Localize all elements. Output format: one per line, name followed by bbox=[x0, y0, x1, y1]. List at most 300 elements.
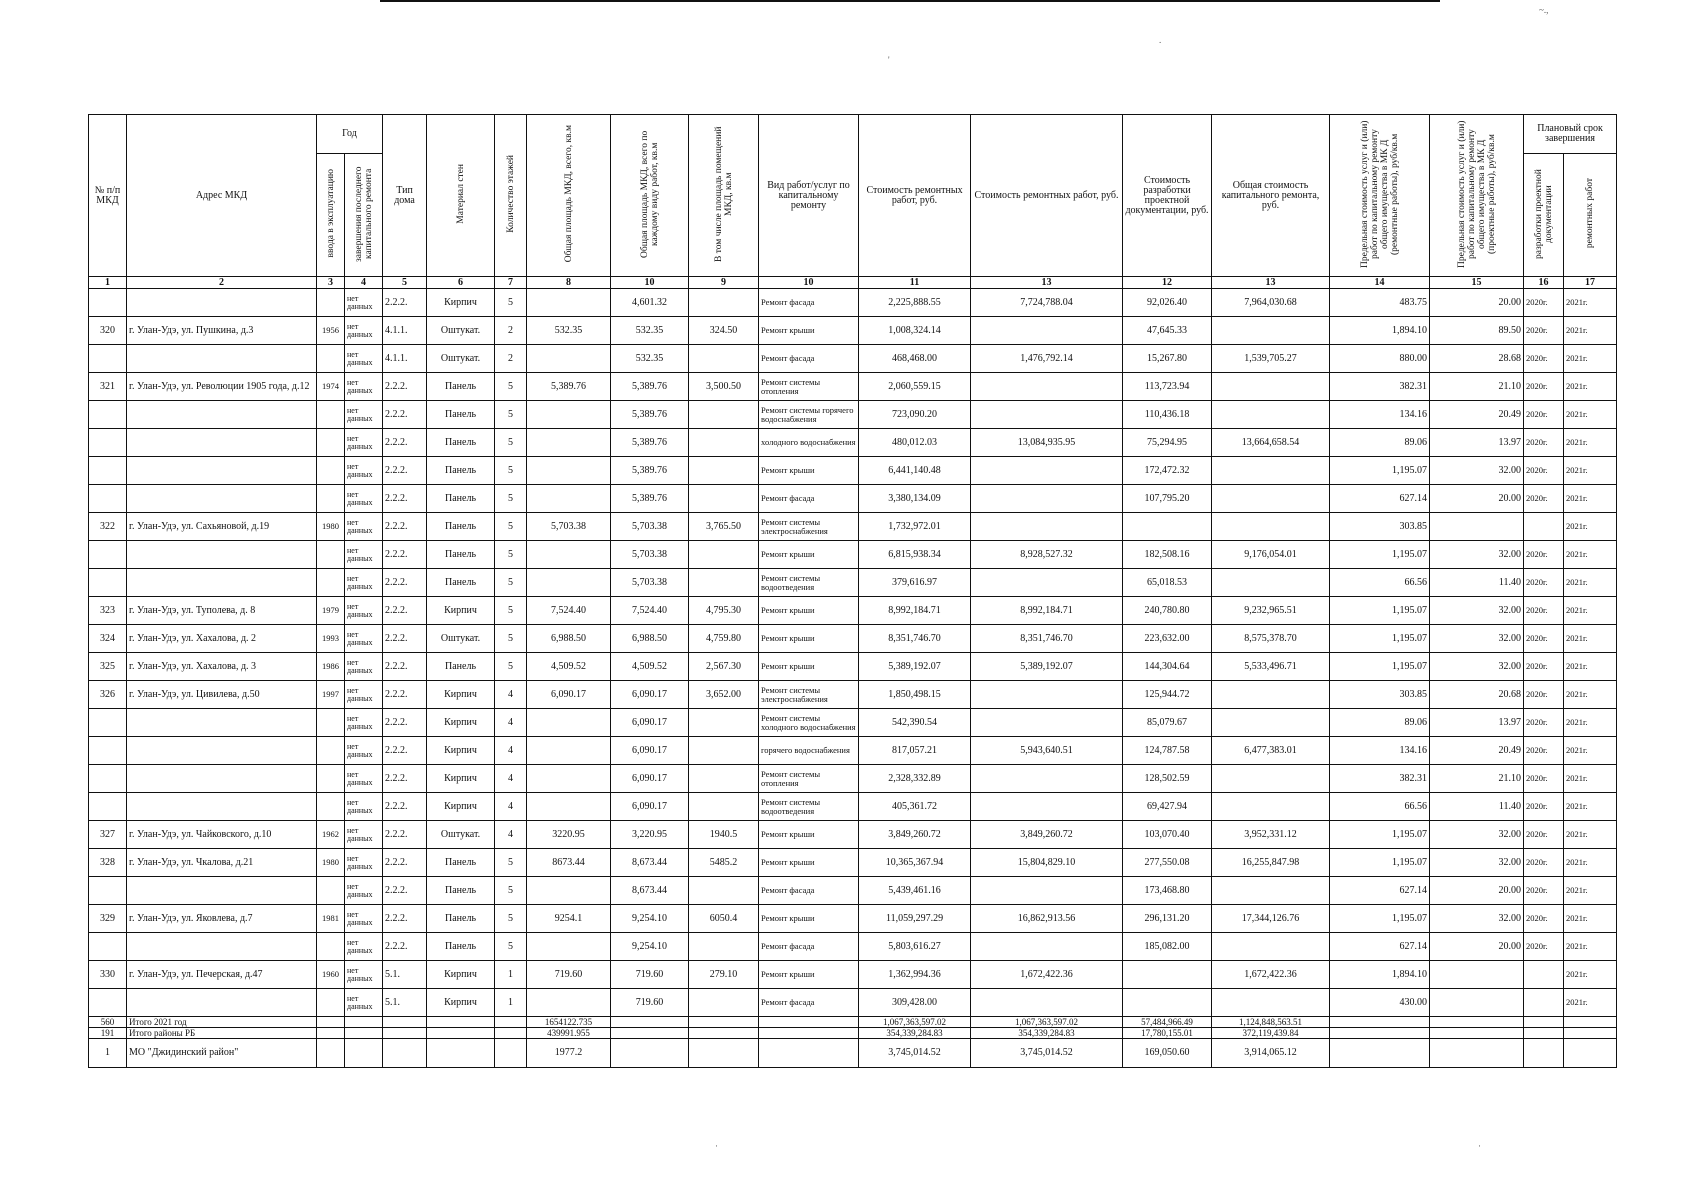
wall-material-cell: Кирпич bbox=[427, 737, 495, 765]
work-type-cell: Ремонт системы горячего водоснабжения bbox=[759, 401, 859, 429]
cost-repair-total-cell bbox=[971, 569, 1123, 597]
deadline-design-cell: 2020г. bbox=[1524, 345, 1564, 373]
year-built-cell: 1993 bbox=[317, 625, 345, 653]
cost-design-cell: 69,427.94 bbox=[1123, 793, 1212, 821]
cost-repair-total-cell bbox=[971, 373, 1123, 401]
year-built-cell bbox=[317, 429, 345, 457]
wall-material-cell: Панель bbox=[427, 457, 495, 485]
column-number: 9 bbox=[689, 277, 759, 289]
area-work-cell: 5,389.76 bbox=[611, 429, 689, 457]
year-repair-cell: нет данных bbox=[345, 513, 383, 541]
header-limit-design: Предельная стоимость услуг и (или) работ по капитальному ремонту общего имущества в МК Д (проектные работы), руб/кв.м bbox=[1430, 115, 1524, 277]
column-number: 15 bbox=[1430, 277, 1524, 289]
area-work-cell: 719.60 bbox=[611, 989, 689, 1017]
area-work-cell: 719.60 bbox=[611, 961, 689, 989]
summary-total-cell: 3,914,065.12 bbox=[1212, 1039, 1330, 1068]
floors-cell: 4 bbox=[495, 681, 527, 709]
deadline-design-cell: 2020г. bbox=[1524, 373, 1564, 401]
summary-row bbox=[89, 1039, 1617, 1068]
year-repair-cell: нет данных bbox=[345, 345, 383, 373]
cost-total-cell: 7,964,030.68 bbox=[1212, 289, 1330, 317]
wall-material-cell: Кирпич bbox=[427, 597, 495, 625]
cost-repair-total-cell: 1,672,422.36 bbox=[971, 961, 1123, 989]
deadline-design-cell bbox=[1524, 513, 1564, 541]
limit-design-cell: 20.49 bbox=[1430, 737, 1524, 765]
year-repair-cell: нет данных bbox=[345, 289, 383, 317]
empty-cell bbox=[495, 1028, 527, 1039]
limit-repair-cell: 1,195.07 bbox=[1330, 653, 1430, 681]
num-cell: 330 bbox=[89, 961, 127, 989]
deadline-repair-cell: 2021г. bbox=[1564, 681, 1617, 709]
limit-repair-cell: 89.06 bbox=[1330, 429, 1430, 457]
area-work-cell: 5,389.76 bbox=[611, 457, 689, 485]
address-cell bbox=[127, 401, 317, 429]
cost-design-cell: 173,468.80 bbox=[1123, 877, 1212, 905]
wall-material-cell: Кирпич bbox=[427, 989, 495, 1017]
table-row bbox=[89, 821, 1617, 849]
area-premises-cell bbox=[689, 877, 759, 905]
year-repair-cell: нет данных bbox=[345, 429, 383, 457]
work-type-cell: Ремонт системы водоотведения bbox=[759, 569, 859, 597]
year-repair-cell: нет данных bbox=[345, 933, 383, 961]
house-type-cell: 5.1. bbox=[383, 961, 427, 989]
column-number: 11 bbox=[859, 277, 971, 289]
year-repair-cell: нет данных bbox=[345, 709, 383, 737]
summary-total-cell: 1,124,848,563.51 bbox=[1212, 1017, 1330, 1028]
num-cell: 328 bbox=[89, 849, 127, 877]
area-work-cell: 4,509.52 bbox=[611, 653, 689, 681]
year-repair-cell: нет данных bbox=[345, 653, 383, 681]
table-row bbox=[89, 289, 1617, 317]
deadline-repair-cell: 2021г. bbox=[1564, 625, 1617, 653]
cost-repair-cell: 1,732,972.01 bbox=[859, 513, 971, 541]
year-built-cell bbox=[317, 933, 345, 961]
header-cost-design: Стоимость разработки проектной документации, руб. bbox=[1123, 115, 1212, 277]
deadline-design-cell: 2020г. bbox=[1524, 933, 1564, 961]
floors-cell: 5 bbox=[495, 849, 527, 877]
header-limit-repair: Предельная стоимость услуг и (или) работ по капитальному ремонту общего имущества в МК Д (ремонтные работы), руб/кв.м bbox=[1330, 115, 1430, 277]
area-premises-cell bbox=[689, 765, 759, 793]
num-cell bbox=[89, 289, 127, 317]
cost-total-cell bbox=[1212, 793, 1330, 821]
house-type-cell: 4.1.1. bbox=[383, 317, 427, 345]
floors-cell: 5 bbox=[495, 373, 527, 401]
area-work-cell: 5,703.38 bbox=[611, 569, 689, 597]
year-built-cell: 1956 bbox=[317, 317, 345, 345]
wall-material-cell: Панель bbox=[427, 653, 495, 681]
address-cell bbox=[127, 989, 317, 1017]
year-repair-cell: нет данных bbox=[345, 989, 383, 1017]
limit-repair-cell: 89.06 bbox=[1330, 709, 1430, 737]
cost-repair-total-cell bbox=[971, 457, 1123, 485]
column-number: 13 bbox=[971, 277, 1123, 289]
summary-at-cell: 1977.2 bbox=[527, 1039, 611, 1068]
area-total-cell bbox=[527, 877, 611, 905]
floors-cell: 5 bbox=[495, 597, 527, 625]
header-floors: Количество этажей bbox=[495, 115, 527, 277]
limit-repair-cell: 303.85 bbox=[1330, 513, 1430, 541]
area-work-cell: 532.35 bbox=[611, 345, 689, 373]
address-cell bbox=[127, 765, 317, 793]
table-row bbox=[89, 317, 1617, 345]
work-type-cell: Ремонт системы отопления bbox=[759, 765, 859, 793]
table-row bbox=[89, 653, 1617, 681]
num-cell bbox=[89, 401, 127, 429]
floors-cell: 5 bbox=[495, 653, 527, 681]
deadline-repair-cell: 2021г. bbox=[1564, 569, 1617, 597]
floors-cell: 5 bbox=[495, 905, 527, 933]
cost-design-cell: 185,082.00 bbox=[1123, 933, 1212, 961]
area-work-cell: 5,703.38 bbox=[611, 541, 689, 569]
work-type-cell: Ремонт крыши bbox=[759, 597, 859, 625]
limit-design-cell: 20.49 bbox=[1430, 401, 1524, 429]
deadline-repair-cell: 2021г. bbox=[1564, 961, 1617, 989]
cost-design-cell: 172,472.32 bbox=[1123, 457, 1212, 485]
limit-design-cell: 32.00 bbox=[1430, 849, 1524, 877]
work-type-cell: Ремонт крыши bbox=[759, 541, 859, 569]
limit-repair-cell: 1,894.10 bbox=[1330, 961, 1430, 989]
wall-material-cell: Панель bbox=[427, 569, 495, 597]
cost-total-cell bbox=[1212, 709, 1330, 737]
work-type-cell: Ремонт фасада bbox=[759, 485, 859, 513]
deadline-design-cell: 2020г. bbox=[1524, 401, 1564, 429]
summary-label-cell: Итого 2021 год bbox=[127, 1017, 317, 1028]
area-premises-cell bbox=[689, 485, 759, 513]
deadline-repair-cell: 2021г. bbox=[1564, 345, 1617, 373]
num-cell bbox=[89, 793, 127, 821]
cost-total-cell: 16,255,847.98 bbox=[1212, 849, 1330, 877]
cost-total-cell bbox=[1212, 485, 1330, 513]
limit-design-cell: 20.00 bbox=[1430, 877, 1524, 905]
limit-design-cell bbox=[1430, 961, 1524, 989]
cost-total-cell: 13,664,658.54 bbox=[1212, 429, 1330, 457]
deadline-repair-cell: 2021г. bbox=[1564, 429, 1617, 457]
address-cell bbox=[127, 345, 317, 373]
work-type-cell: Ремонт крыши bbox=[759, 653, 859, 681]
cost-repair-total-cell: 16,862,913.56 bbox=[971, 905, 1123, 933]
deadline-repair-cell: 2021г. bbox=[1564, 289, 1617, 317]
table-row bbox=[89, 709, 1617, 737]
work-type-cell: Ремонт системы отопления bbox=[759, 373, 859, 401]
cost-total-cell: 17,344,126.76 bbox=[1212, 905, 1330, 933]
limit-design-cell: 89.50 bbox=[1430, 317, 1524, 345]
cost-repair-cell: 5,439,461.16 bbox=[859, 877, 971, 905]
year-repair-cell: нет данных bbox=[345, 905, 383, 933]
limit-repair-cell: 382.31 bbox=[1330, 765, 1430, 793]
cost-repair-total-cell bbox=[971, 765, 1123, 793]
year-repair-cell: нет данных bbox=[345, 765, 383, 793]
area-premises-cell: 4,759.80 bbox=[689, 625, 759, 653]
num-cell bbox=[89, 457, 127, 485]
deadline-design-cell: 2020г. bbox=[1524, 457, 1564, 485]
cost-total-cell: 5,533,496.71 bbox=[1212, 653, 1330, 681]
work-type-cell: Ремонт крыши bbox=[759, 849, 859, 877]
year-built-cell bbox=[317, 485, 345, 513]
scan-artifact: ~., bbox=[1539, 5, 1549, 15]
area-premises-cell bbox=[689, 345, 759, 373]
limit-repair-cell: 627.14 bbox=[1330, 485, 1430, 513]
limit-repair-cell: 627.14 bbox=[1330, 877, 1430, 905]
year-built-cell bbox=[317, 793, 345, 821]
area-premises-cell bbox=[689, 541, 759, 569]
cost-repair-total-cell bbox=[971, 681, 1123, 709]
empty-cell bbox=[611, 1039, 689, 1068]
header-cost-repair: Стоимость ремонтных работ, руб. bbox=[859, 115, 971, 277]
cost-repair-total-cell bbox=[971, 793, 1123, 821]
deadline-design-cell: 2020г. bbox=[1524, 709, 1564, 737]
year-built-cell: 1981 bbox=[317, 905, 345, 933]
area-total-cell bbox=[527, 989, 611, 1017]
deadline-design-cell bbox=[1524, 989, 1564, 1017]
work-type-cell: Ремонт крыши bbox=[759, 317, 859, 345]
num-cell bbox=[89, 709, 127, 737]
summary-at-cell: 1654122.735 bbox=[527, 1017, 611, 1028]
area-total-cell bbox=[527, 737, 611, 765]
address-cell bbox=[127, 541, 317, 569]
work-type-cell: Ремонт крыши bbox=[759, 821, 859, 849]
empty-cell bbox=[689, 1039, 759, 1068]
column-number: 8 bbox=[527, 277, 611, 289]
cost-repair-cell: 2,225,888.55 bbox=[859, 289, 971, 317]
house-type-cell: 2.2.2. bbox=[383, 541, 427, 569]
year-built-cell: 1979 bbox=[317, 597, 345, 625]
year-built-cell bbox=[317, 541, 345, 569]
summary-label-cell: Итого районы РБ bbox=[127, 1028, 317, 1039]
house-type-cell: 2.2.2. bbox=[383, 457, 427, 485]
area-premises-cell bbox=[689, 737, 759, 765]
limit-design-cell: 32.00 bbox=[1430, 457, 1524, 485]
wall-material-cell: Кирпич bbox=[427, 709, 495, 737]
address-cell bbox=[127, 709, 317, 737]
cost-design-cell: 124,787.58 bbox=[1123, 737, 1212, 765]
floors-cell: 4 bbox=[495, 765, 527, 793]
limit-repair-cell: 880.00 bbox=[1330, 345, 1430, 373]
area-work-cell: 4,601.32 bbox=[611, 289, 689, 317]
cost-total-cell: 8,575,378.70 bbox=[1212, 625, 1330, 653]
wall-material-cell: Оштукат. bbox=[427, 345, 495, 373]
cost-repair-total-cell bbox=[971, 401, 1123, 429]
num-cell: 326 bbox=[89, 681, 127, 709]
deadline-design-cell: 2020г. bbox=[1524, 289, 1564, 317]
limit-design-cell bbox=[1430, 513, 1524, 541]
wall-material-cell: Кирпич bbox=[427, 289, 495, 317]
year-repair-cell: нет данных bbox=[345, 625, 383, 653]
house-type-cell: 2.2.2. bbox=[383, 709, 427, 737]
address-cell: г. Улан-Удэ, ул. Цивилева, д.50 bbox=[127, 681, 317, 709]
cost-design-cell: 277,550.08 bbox=[1123, 849, 1212, 877]
floors-cell: 4 bbox=[495, 793, 527, 821]
area-work-cell: 6,090.17 bbox=[611, 737, 689, 765]
deadline-design-cell: 2020г. bbox=[1524, 877, 1564, 905]
empty-cell bbox=[1330, 1028, 1430, 1039]
year-built-cell bbox=[317, 569, 345, 597]
deadline-design-cell: 2020г. bbox=[1524, 681, 1564, 709]
address-cell: г. Улан-Удэ, ул. Революции 1905 года, д.12 bbox=[127, 373, 317, 401]
cost-repair-cell: 8,992,184.71 bbox=[859, 597, 971, 625]
table-row bbox=[89, 429, 1617, 457]
cost-repair-cell: 3,849,260.72 bbox=[859, 821, 971, 849]
cost-repair-cell: 468,468.00 bbox=[859, 345, 971, 373]
work-type-cell: Ремонт крыши bbox=[759, 905, 859, 933]
column-number: 6 bbox=[427, 277, 495, 289]
work-type-cell: Ремонт фасада bbox=[759, 345, 859, 373]
column-number: 14 bbox=[1330, 277, 1430, 289]
scan-top-line bbox=[380, 0, 1440, 2]
header-work-type: Вид работ/услуг по капитальному ремонту bbox=[759, 115, 859, 277]
address-cell bbox=[127, 289, 317, 317]
cost-repair-total-cell: 1,476,792.14 bbox=[971, 345, 1123, 373]
year-repair-cell: нет данных bbox=[345, 317, 383, 345]
limit-design-cell: 20.68 bbox=[1430, 681, 1524, 709]
limit-design-cell: 11.40 bbox=[1430, 793, 1524, 821]
wall-material-cell: Кирпич bbox=[427, 765, 495, 793]
empty-cell bbox=[1564, 1028, 1617, 1039]
cost-total-cell bbox=[1212, 457, 1330, 485]
wall-material-cell: Оштукат. bbox=[427, 625, 495, 653]
column-number: 1 bbox=[89, 277, 127, 289]
year-built-cell: 1986 bbox=[317, 653, 345, 681]
summary-des-cell: 169,050.60 bbox=[1123, 1039, 1212, 1068]
wall-material-cell: Оштукат. bbox=[427, 821, 495, 849]
empty-cell bbox=[1330, 1039, 1430, 1068]
cost-repair-cell: 309,428.00 bbox=[859, 989, 971, 1017]
area-total-cell: 5,703.38 bbox=[527, 513, 611, 541]
limit-design-cell: 21.10 bbox=[1430, 765, 1524, 793]
cost-total-cell bbox=[1212, 569, 1330, 597]
area-total-cell: 9254.1 bbox=[527, 905, 611, 933]
area-total-cell bbox=[527, 485, 611, 513]
house-type-cell: 2.2.2. bbox=[383, 569, 427, 597]
cost-repair-total-cell: 5,389,192.07 bbox=[971, 653, 1123, 681]
house-type-cell: 2.2.2. bbox=[383, 597, 427, 625]
address-cell: г. Улан-Удэ, ул. Яковлева, д.7 bbox=[127, 905, 317, 933]
empty-cell bbox=[427, 1028, 495, 1039]
summary-n-cell: 191 bbox=[89, 1028, 127, 1039]
summary-row bbox=[89, 1017, 1617, 1028]
area-total-cell bbox=[527, 569, 611, 597]
num-cell: 324 bbox=[89, 625, 127, 653]
deadline-design-cell: 2020г. bbox=[1524, 653, 1564, 681]
column-number: 13 bbox=[1212, 277, 1330, 289]
limit-repair-cell: 134.16 bbox=[1330, 737, 1430, 765]
address-cell bbox=[127, 933, 317, 961]
house-type-cell: 2.2.2. bbox=[383, 905, 427, 933]
limit-design-cell: 21.10 bbox=[1430, 373, 1524, 401]
empty-cell bbox=[495, 1039, 527, 1068]
year-built-cell bbox=[317, 877, 345, 905]
wall-material-cell: Панель bbox=[427, 541, 495, 569]
empty-cell bbox=[1524, 1039, 1564, 1068]
table-row bbox=[89, 905, 1617, 933]
deadline-design-cell: 2020г. bbox=[1524, 737, 1564, 765]
cost-total-cell bbox=[1212, 877, 1330, 905]
year-repair-cell: нет данных bbox=[345, 793, 383, 821]
cost-total-cell: 1,539,705.27 bbox=[1212, 345, 1330, 373]
deadline-design-cell: 2020г. bbox=[1524, 317, 1564, 345]
area-total-cell: 719.60 bbox=[527, 961, 611, 989]
wall-material-cell: Оштукат. bbox=[427, 317, 495, 345]
deadline-repair-cell: 2021г. bbox=[1564, 989, 1617, 1017]
table-row bbox=[89, 513, 1617, 541]
wall-material-cell: Панель bbox=[427, 933, 495, 961]
empty-cell bbox=[383, 1039, 427, 1068]
cost-repair-cell: 3,380,134.09 bbox=[859, 485, 971, 513]
cost-design-cell: 85,079.67 bbox=[1123, 709, 1212, 737]
area-total-cell bbox=[527, 429, 611, 457]
cost-total-cell bbox=[1212, 765, 1330, 793]
limit-design-cell: 32.00 bbox=[1430, 905, 1524, 933]
deadline-repair-cell: 2021г. bbox=[1564, 401, 1617, 429]
header-area-total: Общая площадь МКД, всего, кв.м bbox=[527, 115, 611, 277]
empty-cell bbox=[1430, 1039, 1524, 1068]
area-work-cell: 9,254.10 bbox=[611, 905, 689, 933]
cost-total-cell: 3,952,331.12 bbox=[1212, 821, 1330, 849]
cost-repair-total-cell: 3,849,260.72 bbox=[971, 821, 1123, 849]
cost-design-cell: 107,795.20 bbox=[1123, 485, 1212, 513]
table-row bbox=[89, 569, 1617, 597]
summary-ctot-cell: 3,745,014.52 bbox=[971, 1039, 1123, 1068]
house-type-cell: 5.1. bbox=[383, 989, 427, 1017]
limit-design-cell: 20.00 bbox=[1430, 485, 1524, 513]
work-type-cell: горячего водоснабжения bbox=[759, 737, 859, 765]
cost-total-cell bbox=[1212, 373, 1330, 401]
area-total-cell: 5,389.76 bbox=[527, 373, 611, 401]
house-type-cell: 2.2.2. bbox=[383, 373, 427, 401]
floors-cell: 5 bbox=[495, 513, 527, 541]
scan-artifact: · bbox=[1478, 1141, 1481, 1151]
empty-cell bbox=[1430, 1017, 1524, 1028]
house-type-cell: 2.2.2. bbox=[383, 737, 427, 765]
deadline-repair-cell: 2021г. bbox=[1564, 709, 1617, 737]
limit-design-cell: 32.00 bbox=[1430, 625, 1524, 653]
area-premises-cell bbox=[689, 989, 759, 1017]
area-total-cell bbox=[527, 541, 611, 569]
house-type-cell: 2.2.2. bbox=[383, 793, 427, 821]
house-type-cell: 2.2.2. bbox=[383, 429, 427, 457]
year-built-cell: 1980 bbox=[317, 513, 345, 541]
cost-repair-total-cell: 5,943,640.51 bbox=[971, 737, 1123, 765]
work-type-cell: Ремонт крыши bbox=[759, 961, 859, 989]
repair-program-table bbox=[88, 114, 1617, 1068]
cost-design-cell: 75,294.95 bbox=[1123, 429, 1212, 457]
cost-design-cell: 113,723.94 bbox=[1123, 373, 1212, 401]
year-repair-cell: нет данных bbox=[345, 401, 383, 429]
area-total-cell bbox=[527, 765, 611, 793]
limit-design-cell: 32.00 bbox=[1430, 597, 1524, 625]
table-row bbox=[89, 989, 1617, 1017]
cost-repair-cell: 5,389,192.07 bbox=[859, 653, 971, 681]
cost-design-cell: 125,944.72 bbox=[1123, 681, 1212, 709]
header-address: Адрес МКД bbox=[127, 115, 317, 277]
summary-n-cell: 560 bbox=[89, 1017, 127, 1028]
empty-cell bbox=[759, 1017, 859, 1028]
cost-repair-cell: 817,057.21 bbox=[859, 737, 971, 765]
area-work-cell: 6,988.50 bbox=[611, 625, 689, 653]
area-total-cell: 6,988.50 bbox=[527, 625, 611, 653]
work-type-cell: Ремонт крыши bbox=[759, 457, 859, 485]
area-premises-cell bbox=[689, 793, 759, 821]
house-type-cell: 2.2.2. bbox=[383, 821, 427, 849]
cost-repair-cell: 8,351,746.70 bbox=[859, 625, 971, 653]
summary-at-cell: 439991.955 bbox=[527, 1028, 611, 1039]
header-wall-material: Материал стен bbox=[427, 115, 495, 277]
house-type-cell: 2.2.2. bbox=[383, 653, 427, 681]
limit-repair-cell: 1,894.10 bbox=[1330, 317, 1430, 345]
deadline-repair-cell: 2021г. bbox=[1564, 457, 1617, 485]
cost-repair-total-cell bbox=[971, 485, 1123, 513]
year-repair-cell: нет данных bbox=[345, 569, 383, 597]
cost-design-cell: 240,780.80 bbox=[1123, 597, 1212, 625]
